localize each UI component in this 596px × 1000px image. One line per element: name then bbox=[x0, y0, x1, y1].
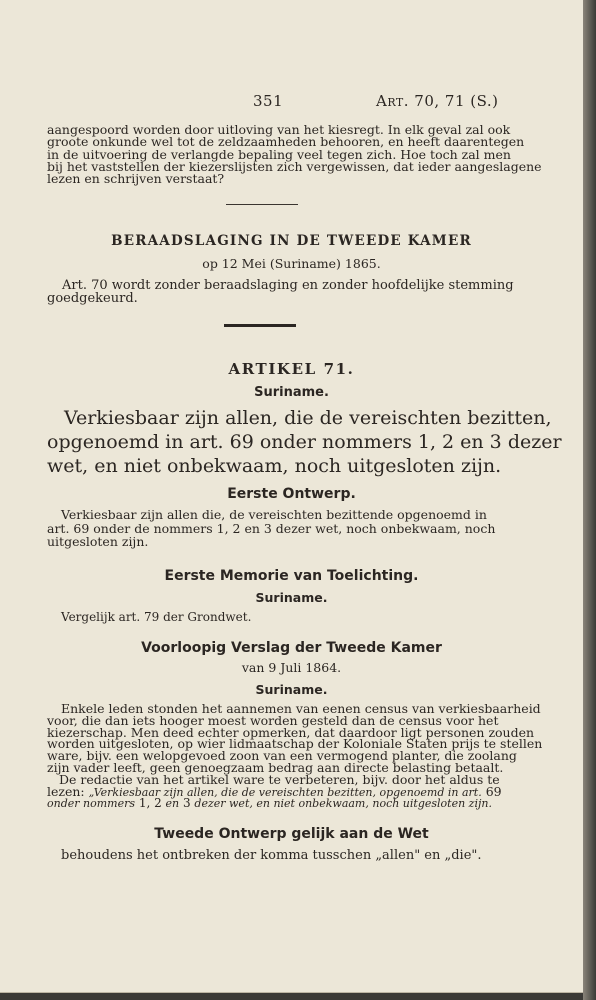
section-divider bbox=[226, 204, 298, 205]
article-text: Verkiesbaar zijn allen, die de vereischten bezitten, opgenoemd in art. 69 onder nommers 1, 2 en 3 dezer wet, en niet onbekwaam, noch uitgesloten zijn. bbox=[47, 407, 562, 477]
memorandum-text: Vergelijk art. 79 der Grondwet. bbox=[61, 610, 252, 624]
deliberation-date: op 12 Mei (Suriname) 1865. bbox=[202, 256, 381, 271]
deliberation-paragraph: Art. 70 wordt zonder beraadslaging en zonder hoofdelijke stemming goedgekeurd. bbox=[47, 278, 514, 306]
first-draft-heading: Eerste Ontwerp. bbox=[227, 486, 356, 502]
second-draft-text: behoudens het ontbreken der komma tusschen „allen" en „die". bbox=[61, 848, 482, 863]
deliberation-heading: BERAADSLAGING IN DE TWEEDE KAMER bbox=[111, 233, 472, 249]
report-quote-line-2: onder nommers 1, 2 en 3 dezer wet, en niet onbekwaam, noch uitgesloten zijn. bbox=[47, 796, 492, 811]
report-subtitle: Suriname. bbox=[255, 682, 328, 697]
first-draft-paragraph: Verkiesbaar zijn allen die, de vereischten bezittende opgenoemd in art. 69 onder de nommers 1, 2 en 3 dezer wet, noch onbekwaam, noch uitgesloten zijn. bbox=[47, 507, 496, 549]
article-title: ARTIKEL 71. bbox=[228, 360, 355, 378]
memorandum-heading: Eerste Memorie van Toelichting. bbox=[164, 568, 419, 584]
page-edge-shadow bbox=[583, 0, 596, 1000]
article-subtitle: Suriname. bbox=[254, 385, 329, 400]
memorandum-subtitle: Suriname. bbox=[255, 590, 328, 605]
intro-paragraph: aangespoord worden door uitloving van het kiesregt. In elk geval zal ook groote onkunde wel tot de zeldzaamheden behooren, en heeft daarentegen in de uitvoering de verlangde bepaling veel tegen zich. Hoe toch zal men bij het vaststellen der kiezerslijsten zich vergewissen, dat ieder aangeslagene lezen en schrijven verstaat? bbox=[47, 122, 542, 187]
report-paragraph: Enkele leden stonden het aannemen van eenen census van verkiesbaarheid voor, die dan iets hooger moest worden gesteld dan de census voor het kiezerschap. Men deed echter opmerken, dat daardoor ligt personen zouden worden uitgesloten, op wier lidmaatschap der Koloniale Staten prijs te stellen ware, bijv. een welopgevoed zoon van een vermogend planter, die zoolang zijn vader leeft, geen genoegzaam bedrag aan directe belasting betaalt. De redactie van het artikel ware te verbeteren, bijv. door het aldus te lezen: „Verkiesbaar zijn allen, die de vereischten bezitten, opgenoemd in art. 69 onder nommers 1, 2 en 3 dezer wet, en niet onbekwaam, noch uitgesloten zijn. bbox=[47, 701, 543, 811]
page-number: 351 bbox=[253, 92, 284, 110]
report-quote-line-1: lezen: „Verkiesbaar zijn allen, die de vereischten bezitten, opgenoemd in art. 69 bbox=[47, 783, 502, 799]
second-draft-heading: Tweede Ontwerp gelijk aan de Wet bbox=[154, 826, 429, 842]
running-head: Art. 70, 71 (S.) bbox=[376, 92, 499, 110]
section-divider-thick bbox=[224, 324, 296, 327]
report-date: van 9 Juli 1864. bbox=[241, 660, 342, 675]
report-heading: Voorloopig Verslag der Tweede Kamer bbox=[141, 640, 442, 656]
